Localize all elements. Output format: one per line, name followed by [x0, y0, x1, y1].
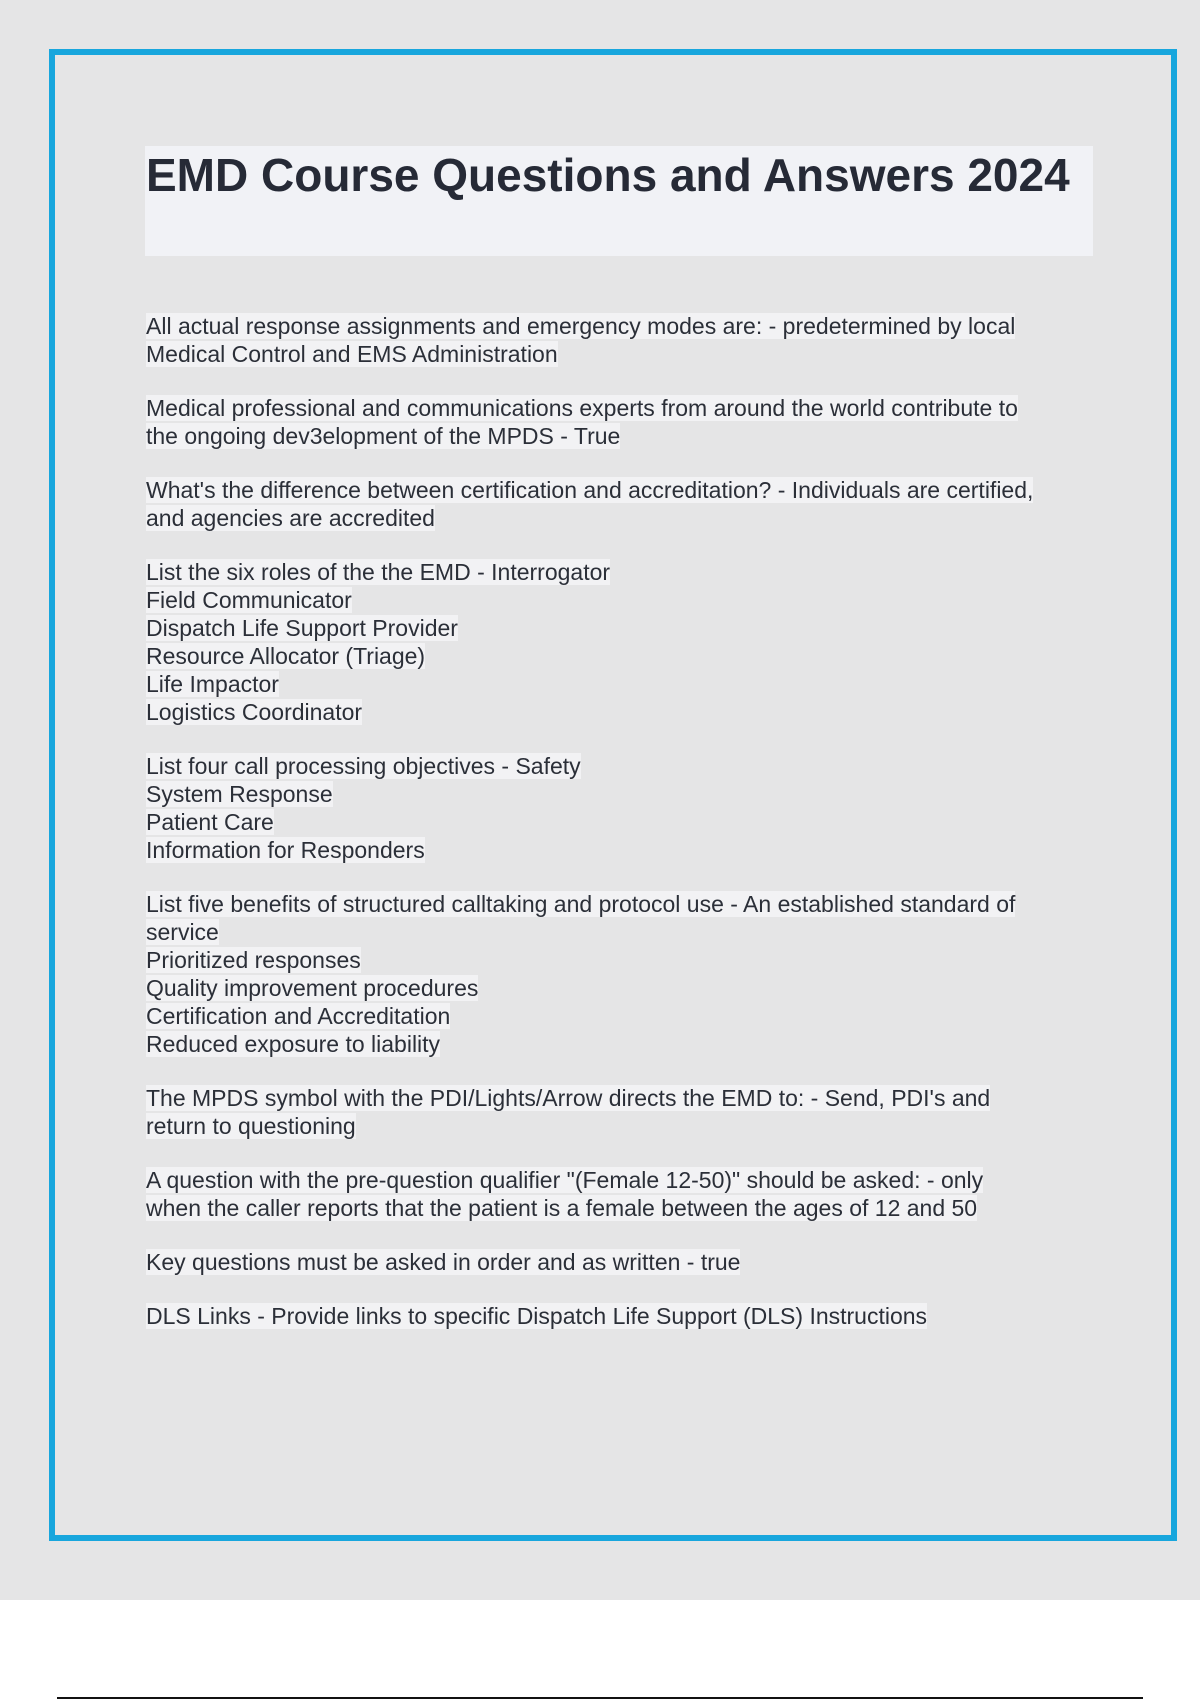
- qa-list: [146, 312, 1091, 1356]
- qa-line: and agencies are accredited: [146, 505, 435, 531]
- qa-line: List the six roles of the the EMD - Interrogator: [146, 559, 611, 585]
- qa-line: Resource Allocator (Triage): [146, 643, 426, 669]
- qa-line: service: [146, 919, 219, 945]
- qa-line: A question with the pre-question qualifier "(Female 12-50)" should be asked: - only: [146, 1167, 984, 1193]
- qa-item: [146, 394, 1091, 450]
- qa-line: Patient Care: [146, 809, 274, 835]
- document-title: EMD Course Questions and Answers 2024: [146, 149, 1070, 201]
- qa-item: [146, 558, 1091, 726]
- qa-line: The MPDS symbol with the PDI/Lights/Arrow directs the EMD to: - Send, PDI's and: [146, 1085, 991, 1111]
- qa-item: [146, 476, 1091, 532]
- qa-item: [146, 312, 1091, 368]
- qa-line: when the caller reports that the patient is a female between the ages of 12 and 50: [146, 1195, 978, 1221]
- qa-item: [146, 1248, 1091, 1276]
- qa-item: [146, 1084, 1091, 1140]
- qa-line: DLS Links - Provide links to specific Dispatch Life Support (DLS) Instructions: [146, 1303, 928, 1329]
- qa-item: [146, 752, 1091, 864]
- qa-line: the ongoing dev3elopment of the MPDS - True: [146, 423, 621, 449]
- qa-item: [146, 1166, 1091, 1222]
- qa-line: What's the difference between certification and accreditation? - Individuals are certified,: [146, 477, 1034, 503]
- qa-line: Quality improvement procedures: [146, 975, 479, 1001]
- qa-line: Certification and Accreditation: [146, 1003, 451, 1029]
- qa-item: [146, 890, 1091, 1058]
- qa-line: Logistics Coordinator: [146, 699, 363, 725]
- qa-line: Field Communicator: [146, 587, 352, 613]
- qa-line: Key questions must be asked in order and as written - true: [146, 1249, 741, 1275]
- qa-line: System Response: [146, 781, 333, 807]
- qa-line: Prioritized responses: [146, 947, 361, 973]
- qa-line: Medical Control and EMS Administration: [146, 341, 558, 367]
- qa-line: Reduced exposure to liability: [146, 1031, 441, 1057]
- qa-line: Medical professional and communications experts from around the world contribute to: [146, 395, 1018, 421]
- qa-line: Life Impactor: [146, 671, 279, 697]
- qa-item: [146, 1302, 1091, 1330]
- qa-line: Dispatch Life Support Provider: [146, 615, 458, 641]
- footer-rule: [57, 1697, 1143, 1699]
- qa-line: All actual response assignments and emergency modes are: - predetermined by local: [146, 313, 1016, 339]
- qa-line: List five benefits of structured calltaking and protocol use - An established standard of: [146, 891, 1016, 917]
- qa-line: List four call processing objectives - Safety: [146, 753, 581, 779]
- qa-line: return to questioning: [146, 1113, 356, 1139]
- qa-line: Information for Responders: [146, 837, 425, 863]
